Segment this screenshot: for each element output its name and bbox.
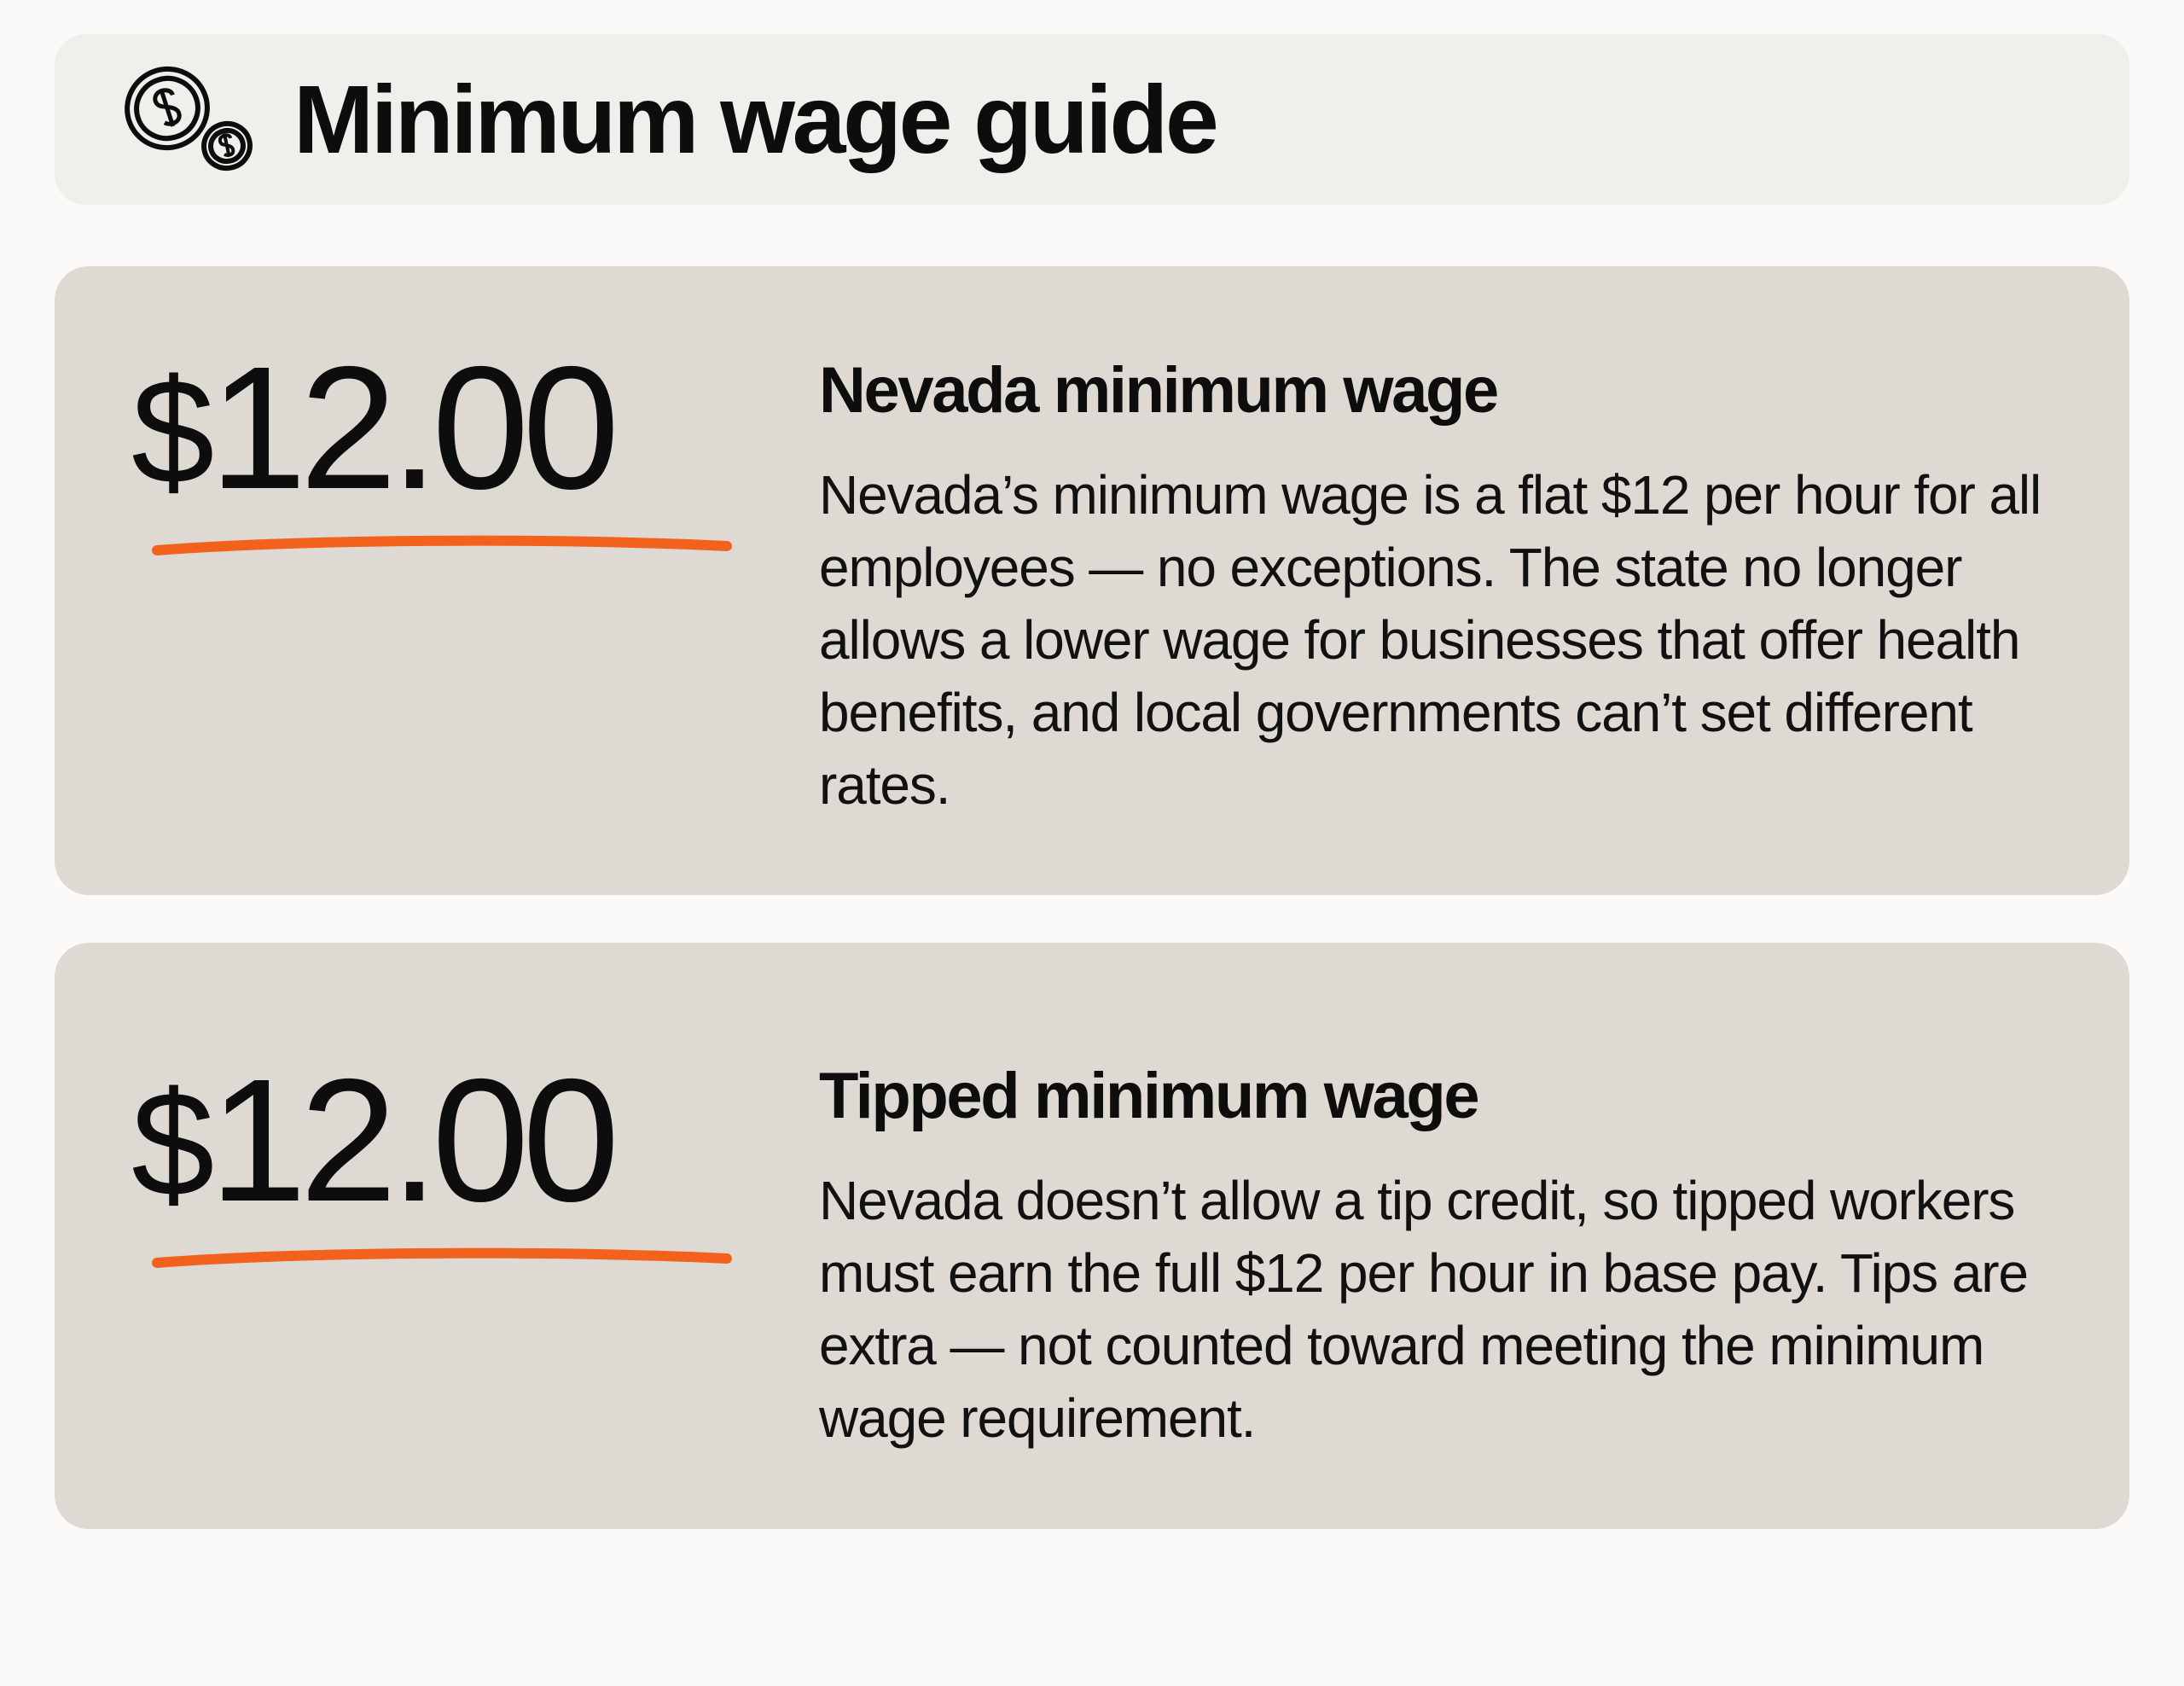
- accent-underline-icon: [152, 1247, 732, 1269]
- header-bar: [55, 34, 2129, 205]
- wage-card-nevada-minimum: [55, 266, 2129, 895]
- card-body: Nevada’s minimum wage is a flat $12 per hour for all employees — no exceptions. The state no longer allows a lower wage for businesses that offer health benefits, and local governments can’t set different rates.: [819, 463, 2042, 817]
- currency-symbol: $: [131, 1061, 210, 1229]
- amount-number: 12.00: [209, 330, 613, 526]
- card-title: Nevada minimum wage: [819, 354, 1497, 427]
- currency-symbol: $: [131, 349, 210, 515]
- wage-card-tipped-minimum: [55, 943, 2129, 1528]
- amount-value: [131, 1043, 780, 1239]
- amount-value: [131, 330, 780, 526]
- amount-number: 12.00: [209, 1043, 613, 1239]
- card-body: Nevada doesn’t allow a tip credit, so tipped workers must earn the full $12 per hour in base pay. Tips are extra — not counted toward meeting the minimum wage requirement.: [819, 1170, 2028, 1450]
- amount-block: [131, 1016, 780, 1239]
- text-block: [819, 340, 2070, 822]
- text-block: [819, 1016, 2070, 1455]
- card-title: Tipped minimum wage: [819, 1060, 1478, 1133]
- page-title: Minimum wage guide: [293, 65, 1217, 173]
- amount-block: [131, 330, 780, 526]
- coins-dollar-icon: [106, 64, 268, 175]
- accent-underline-icon: [152, 534, 732, 556]
